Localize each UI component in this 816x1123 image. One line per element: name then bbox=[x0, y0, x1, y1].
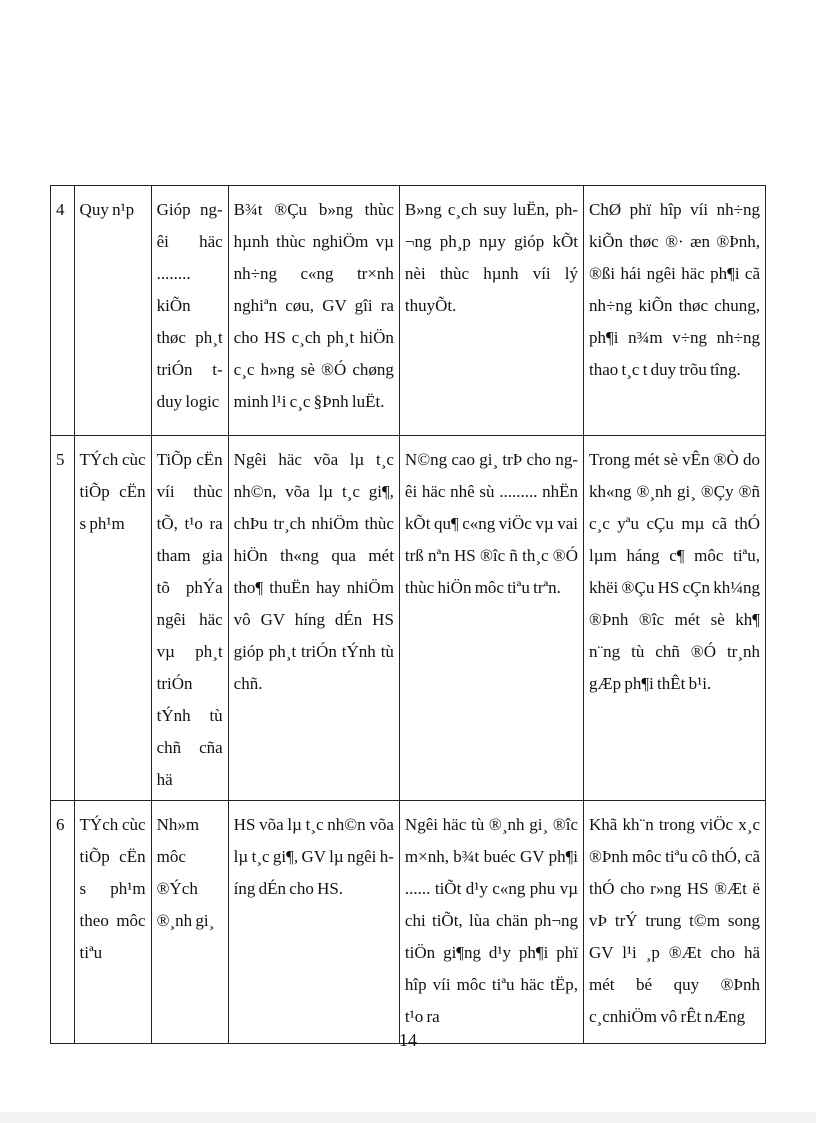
cell-method-name: Quy n¹p bbox=[74, 186, 151, 436]
cell-method-name: TÝch cùc tiÕp cËn s ph¹m theo môc tiªu bbox=[74, 801, 151, 1044]
cell-goal: Gióp ngêi häc ........ kiÕn thøc ph¸t triÓn t duy logic bbox=[151, 186, 228, 436]
cell-advantage: B»ng c¸ch suy luËn, ph¬ng ph¸p nµy gióp kÕt nèi thùc hµnh víi lý thuyÕt. bbox=[399, 186, 583, 436]
page-number: 14 bbox=[399, 1030, 417, 1050]
cell-number: 6 bbox=[51, 801, 75, 1044]
cell-number: 4 bbox=[51, 186, 75, 436]
cell-goal: TiÕp cËn víi thùc tÕ, t¹o ra tham gia tõ phÝa ngêi häc vµ ph¸t triÓn tÝnh tù chñ cña hä bbox=[151, 436, 228, 801]
methods-table bbox=[50, 185, 766, 1044]
page-bottom-edge bbox=[0, 1112, 816, 1123]
cell-limitation: Trong mét sè vÊn ®Ò do kh«ng ®¸nh gi¸ ®Çy ®ñ c¸c yªu cÇu mµ cã thÓ lµm háng c¶ môc tiªu, khëi ®Çu HS cÇn kh¼ng ®Þnh ®îc mét sè kh¶ n¨ng tù chñ ®Ó tr¸nh gÆp ph¶i thÊt b¹i. bbox=[584, 436, 766, 801]
cell-procedure: HS võa lµ t¸c nh©n võa lµ t¸c gi¶, GV lµ ngêi híng dÉn cho HS. bbox=[228, 801, 399, 1044]
cell-limitation: ChØ phï hîp víi nh÷ng kiÕn thøc ®· æn ®Þnh, ®ßi hái ngêi häc ph¶i cã nh÷ng kiÕn thøc chung, ph¶i n¾m v÷ng nh÷ng thao t¸c t duy trõu tîng. bbox=[584, 186, 766, 436]
cell-number: 5 bbox=[51, 436, 75, 801]
cell-procedure: B¾t ®Çu b»ng thùc hµnh thùc nghiÖm vµ nh÷ng c«ng tr×nh nghiªn cøu, GV gîi ra cho HS c¸ch ph¸t hiÖn c¸c h»ng sè ®Ó chøng minh l¹i c¸c §Þnh luËt. bbox=[228, 186, 399, 436]
cell-limitation: Khã kh¨n trong viÖc x¸c ®Þnh môc tiªu cô thÓ, cã thÓ cho r»ng HS ®Æt ë vÞ trÝ trung t©m song GV l¹i ¸p ®Æt cho hä mét bé quy ®Þnh c¸cnhiÖm vô rÊt nÆng bbox=[584, 801, 766, 1044]
cell-advantage: N©ng cao gi¸ trÞ cho ngêi häc nhê sù ......... nhËn kÕt qu¶ c«ng viÖc vµ vai trß nªn HS ®îc ñ th¸c ®Ó thùc hiÖn môc tiªu trªn. bbox=[399, 436, 583, 801]
table-row bbox=[51, 186, 766, 436]
cell-goal: Nh»m môc ®Ých ®¸nh gi¸ bbox=[151, 801, 228, 1044]
table-row bbox=[51, 801, 766, 1044]
table-row bbox=[51, 436, 766, 801]
cell-method-name: TÝch cùc tiÕp cËn s ph¹m bbox=[74, 436, 151, 801]
cell-advantage: Ngêi häc tù ®¸nh gi¸ ®îc m×nh, b¾t buéc GV ph¶i ...... tiÕt d¹y c«ng phu vµ chi tiÕt, lùa chän ph¬ng tiÖn gi¶ng d¹y ph¶i phï hîp víi môc tiªu häc tËp, t¹o ra bbox=[399, 801, 583, 1044]
cell-procedure: Ngêi häc võa lµ t¸c nh©n, võa lµ t¸c gi¶, chÞu tr¸ch nhiÖm thùc hiÖn th«ng qua mét tho¶ thuËn hay nhiÖm vô GV híng dÉn HS gióp ph¸t triÓn tÝnh tù chñ. bbox=[228, 436, 399, 801]
